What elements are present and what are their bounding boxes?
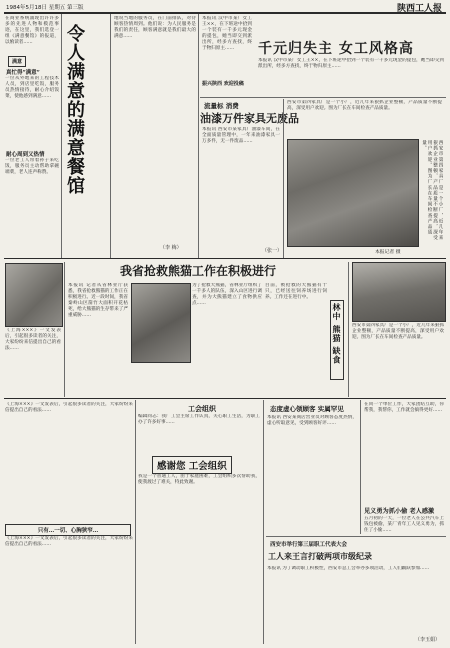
masthead-rule [4,12,446,14]
praise-title: 见义勇为抓小偷 老人感激 [364,508,435,515]
bottom-col-a-body-2: 《上海×××》一文发表后，引起很多读者的关注，大家纷纷来信提出自己的看法…… [5,536,133,547]
col1-divider [61,14,62,258]
satisfied-restaurant-title: 令人满意的满意餐馆 [64,24,85,195]
quality-rule [266,536,446,537]
worker-photo [352,262,446,322]
bottom-col-a-box: 只有…一切、心胸狭窄… [5,524,131,536]
band1-bottom-rule [4,258,446,259]
workers-union-title-main: 工人来王言打破两项市级纪录 [268,551,372,561]
col1-tag: 满意 [8,56,26,67]
thanks-title: 感谢您 工会组织 [152,456,232,474]
furniture-body: 本报讯 西安市某家具厂油漆车间，在全面质量管理中，一年来油漆家具一万多件，无一件废品…… [202,127,280,144]
bottom-col-a-body: 《上海×××》一文发表后，引起很多读者的关注，大家纷纷来信提出自己的看法…… [5,402,133,413]
factory-photo-credit: 本报记者 摄 [375,250,401,255]
col1-body-1: 一位从外地来的工程技术人员，到店里吃饭，服务员热情接待，耐心介绍饭菜，使他感到满意…… [5,76,59,99]
reader-letter-body: 编辑同志：我厂工会主席工作认真，关心职工生活，为职工办了许多好事…… [138,414,260,425]
thanks-body: 我是一个普通工人，由于家庭困难，工会组织多次帮助我，使我渡过了难关，特此致谢。 [138,474,260,485]
paper-name: 陕西工人报 [396,4,442,14]
col1-intro: 在商业系统涌现出许许多多的先进人物和模范事迹，在这里，我们选登一组《满意餐馆》的报道，以飨读者…… [5,16,59,45]
top-main-rule [200,97,446,98]
left-column-caption: 《上海×××》一文发表后，引起很多读者的关注，大家纷纷来信提出自己的看法…… [5,328,61,351]
lost-money-body-cont: 本报讯 汉中市某厂女工王××，在下班途中拾到一个装有一千多元现金的提包，她当即交到派出所，经多方查找，终于物归原主…… [258,58,444,69]
left-column-photo [5,263,63,327]
bottom-divider-3 [360,400,361,534]
left-band2-divider [64,262,65,397]
panda-body-left: 本报讯 记者从省林业厅获悉，我省抢救熊猫的工作正在积极进行。近一段时间，我省秦岭山区箭竹大面积开花枯死，给大熊猫的生存带来了严重威胁…… [68,283,128,318]
col3-body: 地说当地的服务员，在门前排队，对待顾客热情周到。他们说：为人民服务是我们的责任，顾客满意就是我们最大的满意…… [114,16,196,39]
quality-title: 态度虚心领顾客 实属罕见 [270,405,344,413]
bottom-divider-1 [135,400,136,644]
band2-bottom-rule [4,398,446,399]
col1-heading-1: 真忙得“满意” [6,70,40,76]
worker-photo-text: 西安市第四家具厂是一个小厂，近几年来狠抓企业整顿，产品质量不断提高，深受用户欢迎。图为厂长在车间检查产品质量。 [352,323,444,340]
bottom-divider-2 [263,400,264,644]
panda-body-mid: 为了抢救大熊猫，省林业厅组织了一千多人的队伍，深入山区进行调查，并为大熊猫建立了食物供应点…… [192,283,262,306]
workers-union-title-top: 西安市举行第三届职工代表大会 [270,542,348,548]
factory-photo-caption: 西安市第四家具厂是一个小厂，近几年来狠抓企业整顿，产品质量不断提高，深受用户欢迎。图为厂长在车间检查产品质量。 [421,140,443,241]
factory-photo [287,139,419,247]
panda-divider [348,262,349,397]
panda-headline: 我省抢救熊猫工作在积极进行 [120,264,277,278]
lost-money-body: 本报讯 汉中市某厂女工王××，在下班途中拾到一个装有一千多元现金的提包，她当即交到派出所，经多方查找，终于物归原主…… [202,16,252,51]
col1-body-2: 一位老工人带着孙子来吃饭，服务员主动帮助拿碗端菜，老人连声称赞。 [5,158,59,175]
praise-body: 五月初的一天，一位老人在公共汽车上钱包被偷，某厂青年工人见义勇为，抓住了小偷…… [364,516,444,533]
col3-divider [198,14,199,258]
furniture-byline: （张一） [262,248,283,254]
date-line: 1984年5月18日 星期五 第三版 [6,5,84,11]
furniture-title-main: 油漆万件家具无废品 [200,112,299,125]
bottom-right-body: 在同一个单位工作，大家团结互助，你帮我，我帮你，工作就会搞得更好…… [364,402,444,413]
lost-money-headline: 千元归失主 女工风格高 [258,41,414,57]
col2-divider [110,14,111,258]
panda-vertical-tag: 林中 熊猫 缺食 [330,300,344,380]
furniture-title-top: 流量标 消费 [204,102,239,110]
furniture-banner: 振兴陕西 欢迎投稿 [202,81,244,87]
bottom-right-byline: （李玉娟） [415,637,441,643]
furniture-divider [283,99,284,258]
panda-body-right: 目前，被抢救的大熊猫有十只，已经送往饲养场进行饲养。工作还在进行中。 [265,283,327,300]
panda-photo [131,283,191,363]
col1-heading-2: 耐心周到又热情 [6,152,45,158]
col3-byline: （李 梅） [160,245,182,251]
factory-intro-text: 西安市第四家具厂是一个小厂，近几年来狠抓企业整顿，产品质量不断提高，深受用户欢迎。图为厂长在车间检查产品质量。 [287,100,442,111]
quality-body: 本报讯 西安某商店营业员对顾客态度热情，虚心听取意见，受到顾客好评…… [267,415,357,426]
workers-union-body: 本报讯 为了调动职工积极性，西安市总工会举办多项活动，工人们踊跃参加…… [267,566,430,571]
reader-letter-title: 工会组织 [188,404,216,413]
